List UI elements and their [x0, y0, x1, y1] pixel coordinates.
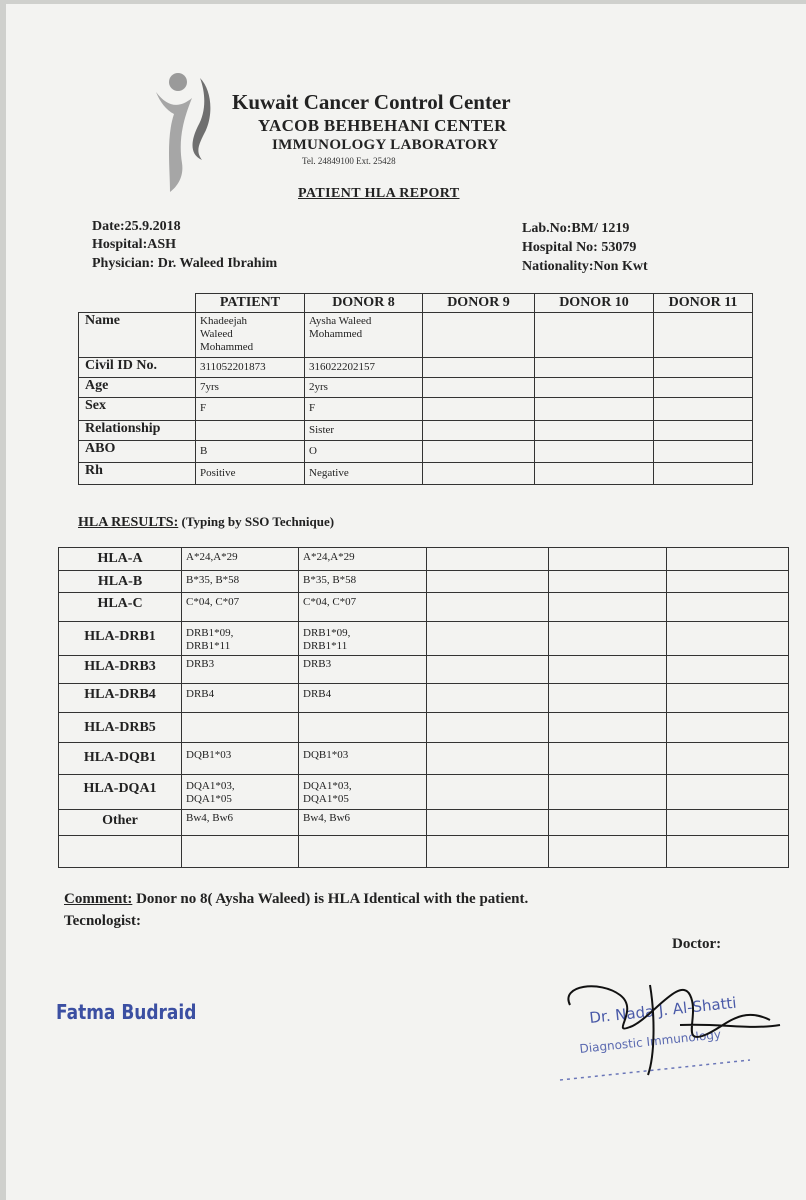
- patient-hla: [182, 713, 299, 743]
- patient-age: 7yrs: [196, 378, 305, 398]
- table-row: [59, 622, 789, 656]
- hla-locus: HLA-DRB5: [59, 713, 182, 743]
- donor8-hla: A*24,A*29: [299, 548, 427, 571]
- hospital: Hospital:ASH: [92, 237, 177, 252]
- donor8-sex: F: [305, 398, 423, 421]
- donor8-age: 2yrs: [305, 378, 423, 398]
- report-title: PATIENT HLA REPORT: [298, 186, 460, 201]
- donor8-name: Aysha Waleed Mohammed: [305, 313, 423, 358]
- donor8-hla: [299, 713, 427, 743]
- table-row: [59, 571, 789, 593]
- col-donor-9: DONOR 9: [423, 294, 535, 313]
- stamp-name: Dr. Nada J. Al-Shatti: [588, 993, 738, 1027]
- donor8-hla: Bw4, Bw6: [299, 810, 427, 836]
- patient-hla: A*24,A*29: [182, 548, 299, 571]
- table-row: [59, 548, 789, 571]
- table-row: [79, 358, 753, 378]
- col-donor-11: DONOR 11: [654, 294, 753, 313]
- patient-hla: DRB4: [182, 684, 299, 713]
- donor8-civil-id: 316022202157: [305, 358, 423, 378]
- table-row: [59, 593, 789, 622]
- lab-name: IMMUNOLOGY LABORATORY: [272, 137, 499, 153]
- technologist-signature: Fatma Budraid: [56, 1000, 197, 1024]
- table-row: [59, 713, 789, 743]
- table-row: [59, 810, 789, 836]
- row-label: Relationship: [79, 421, 196, 441]
- donor8-hla: C*04, C*07: [299, 593, 427, 622]
- row-label: Name: [79, 313, 196, 358]
- report-date: Date:25.9.2018: [92, 219, 181, 234]
- kccc-logo-icon: [148, 68, 228, 193]
- patient-hla: Bw4, Bw6: [182, 810, 299, 836]
- hla-locus: HLA-C: [59, 593, 182, 622]
- hla-locus: Other: [59, 810, 182, 836]
- donor8-hla: DQB1*03: [299, 743, 427, 775]
- physician: Physician: Dr. Waleed Ibrahim: [92, 256, 278, 271]
- center-name: YACOB BEHBEHANI CENTER: [258, 116, 507, 135]
- hla-locus: HLA-DRB4: [59, 684, 182, 713]
- hospital-number: Hospital No: 53079: [522, 240, 637, 255]
- patient-name: Khadeejah Waleed Mohammed: [196, 313, 305, 358]
- patient-hla: DQA1*03, DQA1*05: [182, 775, 299, 810]
- patient-civil-id: 311052201873: [196, 358, 305, 378]
- hla-locus: HLA-B: [59, 571, 182, 593]
- hla-locus: HLA-A: [59, 548, 182, 571]
- donor8-hla: DRB1*09, DRB1*11: [299, 622, 427, 656]
- donor8-hla: DRB4: [299, 684, 427, 713]
- hla-locus: HLA-DQB1: [59, 743, 182, 775]
- hla-locus: HLA-DQA1: [59, 775, 182, 810]
- table-row: [59, 656, 789, 684]
- patient-hla: DQB1*03: [182, 743, 299, 775]
- patient-hla: DRB1*09, DRB1*11: [182, 622, 299, 656]
- table-row: [59, 684, 789, 713]
- col-patient: PATIENT: [196, 294, 305, 313]
- comment: Comment: Donor no 8( Aysha Waleed) is HLA Identical with the patient.: [64, 891, 529, 907]
- stamp-arabic-line: [560, 1060, 750, 1080]
- doctor-stamp-signature: [530, 965, 800, 1095]
- donor8-hla: DRB3: [299, 656, 427, 684]
- doctor-signature-icon: [568, 985, 780, 1075]
- hla-locus: HLA-DRB1: [59, 622, 182, 656]
- nationality: Nationality:Non Kwt: [522, 259, 648, 274]
- donor8-hla: B*35, B*58: [299, 571, 427, 593]
- row-label: Age: [79, 378, 196, 398]
- patient-rh: Positive: [196, 463, 305, 485]
- table-row: [79, 421, 753, 441]
- patient-hla: C*04, C*07: [182, 593, 299, 622]
- donor8-rh: Negative: [305, 463, 423, 485]
- table-row: [59, 775, 789, 810]
- patient-abo: B: [196, 441, 305, 463]
- technologist-label: Tecnologist:: [64, 913, 141, 929]
- lab-number: Lab.No:BM/ 1219: [522, 221, 630, 236]
- patient-sex: F: [196, 398, 305, 421]
- row-label: Civil ID No.: [79, 358, 196, 378]
- table-row: [59, 743, 789, 775]
- patient-info-table: [78, 293, 753, 485]
- table-row: [79, 463, 753, 485]
- donor8-relationship: Sister: [305, 421, 423, 441]
- row-label: Rh: [79, 463, 196, 485]
- patient-hla: DRB3: [182, 656, 299, 684]
- hla-results-heading: HLA RESULTS: (Typing by SSO Technique): [78, 514, 335, 530]
- table-row: [79, 398, 753, 421]
- table-row: [79, 313, 753, 358]
- table-row: [79, 441, 753, 463]
- row-label: ABO: [79, 441, 196, 463]
- patient-hla: B*35, B*58: [182, 571, 299, 593]
- hla-locus: HLA-DRB3: [59, 656, 182, 684]
- table-row: [59, 836, 789, 868]
- donor8-abo: O: [305, 441, 423, 463]
- table-row: [79, 378, 753, 398]
- stamp-role: Diagnostic Immunology: [578, 1027, 722, 1056]
- telephone: Tel. 24849100 Ext. 25428: [302, 156, 396, 166]
- donor8-hla: DQA1*03, DQA1*05: [299, 775, 427, 810]
- table-header-row: [79, 294, 753, 313]
- patient-relationship: [196, 421, 305, 441]
- org-name: Kuwait Cancer Control Center: [232, 90, 511, 114]
- row-label: Sex: [79, 398, 196, 421]
- doctor-label: Doctor:: [672, 936, 722, 952]
- col-donor-8: DONOR 8: [305, 294, 423, 313]
- hla-results-table: [58, 547, 789, 868]
- col-donor-10: DONOR 10: [535, 294, 654, 313]
